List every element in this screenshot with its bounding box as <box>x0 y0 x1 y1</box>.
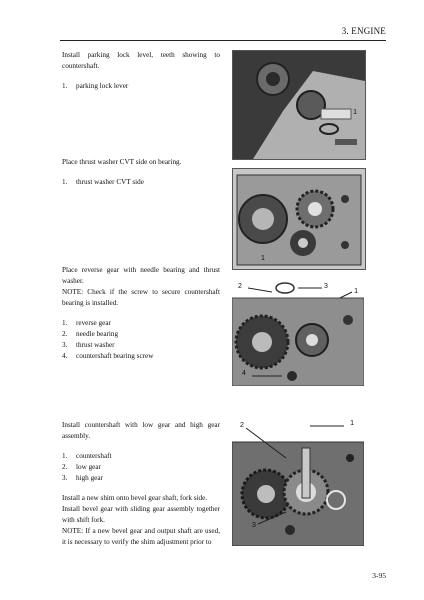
engine-photo-3-illustration <box>232 280 364 386</box>
list-item: 1. countershaft <box>62 452 112 460</box>
callout-label: 1 <box>261 255 265 262</box>
callout-label: 1 <box>354 288 358 295</box>
parts-list <box>62 177 220 188</box>
step-reverse-gear <box>62 265 220 362</box>
callout-label: 4 <box>242 370 246 377</box>
list-item: 1. reverse gear <box>62 319 111 327</box>
note-text: NOTE: If a new bevel gear and output shaft are used, it is necessary to verify the shim adjustment prior to <box>62 527 220 546</box>
instruction-text: Place thrust washer CVT side on bearing. <box>62 158 182 166</box>
step-countershaft <box>62 420 220 548</box>
callout-label: 2 <box>240 422 244 429</box>
list-item: 2. low gear <box>62 463 101 471</box>
note-text: NOTE: Check if the screw to secure countershaft bearing is installed. <box>62 288 220 307</box>
callout-label: 1 <box>353 109 357 116</box>
callout-label: 3 <box>252 522 256 529</box>
page-header <box>60 24 386 41</box>
step-thrust-washer <box>62 157 220 188</box>
photo-reverse-gear <box>232 280 364 386</box>
instruction-text: Install bevel gear with sliding gear assembly together with shift fork. <box>62 505 220 524</box>
list-item: 3. high gear <box>62 474 103 482</box>
page-number: 3-95 <box>372 571 386 580</box>
callout-label: 3 <box>324 283 328 290</box>
parts-list <box>62 81 220 92</box>
step-parking-lock <box>62 50 220 92</box>
photo-countershaft <box>232 418 364 546</box>
engine-photo-2-illustration <box>233 169 365 269</box>
instruction-text: Install parking lock level, teeth showing to countershaft. <box>62 51 220 70</box>
instruction-text: Install a new shim onto bevel gear shaft, fork side. <box>62 494 208 502</box>
callout-label: 1 <box>350 420 354 427</box>
parts-list <box>62 451 220 484</box>
list-item: 1. parking lock lever <box>62 82 129 90</box>
photo-parking-lock <box>232 50 366 160</box>
list-item: 4. countershaft bearing screw <box>62 352 154 360</box>
list-item: 1. thrust washer CVT side <box>62 178 144 186</box>
parts-list <box>62 318 220 362</box>
instruction-text: Install countershaft with low gear and high gear assembly. <box>62 421 220 440</box>
section-title: 3. ENGINE <box>341 26 386 36</box>
list-item: 3. thrust washer <box>62 341 115 349</box>
list-item: 2. needle bearing <box>62 330 119 338</box>
engine-photo-1-illustration <box>233 51 365 159</box>
instruction-text: Place reverse gear with needle bearing and thrust washer. <box>62 266 220 285</box>
callout-label: 2 <box>238 283 242 290</box>
photo-thrust-washer <box>232 168 366 270</box>
